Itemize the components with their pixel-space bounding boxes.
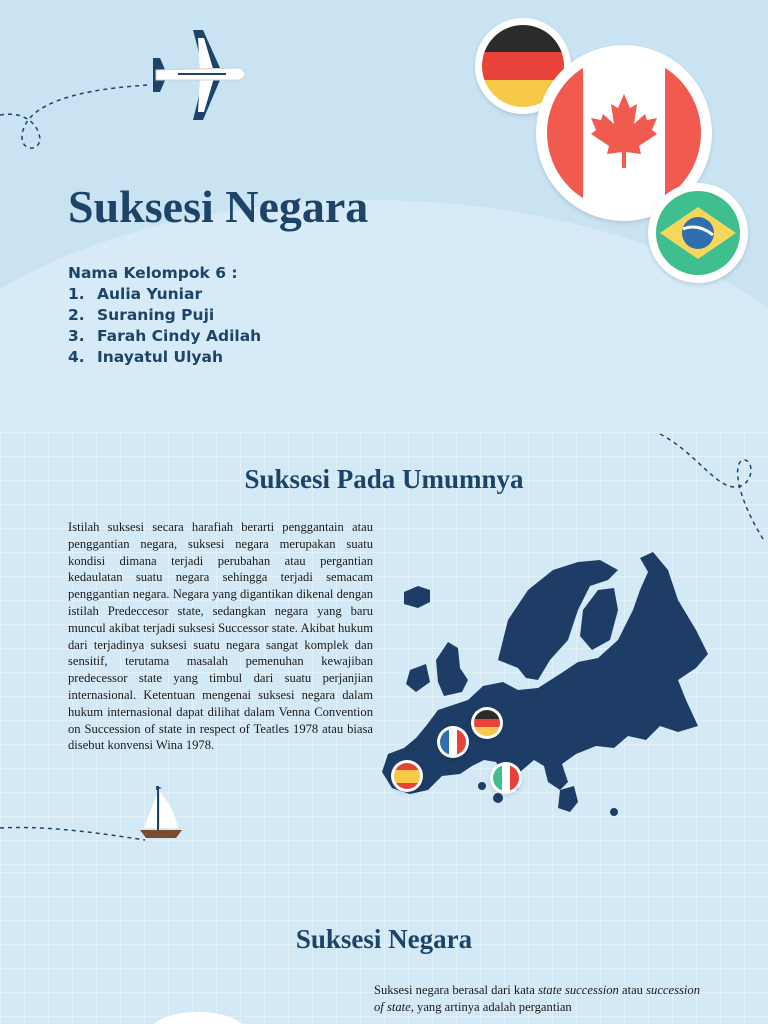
list-item: 3. Farah Cindy Adilah	[68, 327, 262, 345]
body-paragraph: Suksesi negara berasal dari kata state succession atau succession of state, yang artinya adalah pergantian	[374, 983, 700, 1014]
flag-circle-partial	[150, 1012, 246, 1024]
brazil-flag-icon	[648, 183, 748, 283]
list-item: 1. Aulia Yuniar	[68, 285, 203, 303]
title-slide	[0, 0, 768, 432]
section-heading: Suksesi Pada Umumnya	[244, 464, 524, 494]
sailboat-icon	[138, 782, 184, 842]
maple-leaf-icon	[589, 92, 659, 170]
france-flag-icon	[437, 726, 469, 758]
spain-flag-icon	[391, 760, 423, 792]
dashed-path-decoration	[0, 810, 150, 850]
section-heading: Suksesi Negara	[295, 924, 473, 954]
europe-map-icon	[378, 550, 713, 820]
page-title: Suksesi Negara	[68, 181, 369, 232]
italy-flag-icon	[490, 762, 522, 794]
group-members	[68, 263, 261, 368]
group-heading: Nama Kelompok 6 :	[68, 264, 238, 282]
germany-flag-icon	[471, 707, 503, 739]
content-slide-general	[0, 432, 768, 872]
airplane-icon	[148, 28, 253, 123]
members-list	[68, 284, 261, 368]
list-item: 2. Suraning Puji	[68, 306, 215, 324]
body-paragraph: Istilah suksesi secara harafiah berarti penggantain atau penggantian negara, suksesi negara merupakan suatu kondisi dimana terjadi perubahan atau pergantian kedaulatan suatu negara sehingga terjadi semacam penggantian negara. Negara yang digantikan dikenal dengan istilah Predeccesor state, sedangkan negara yang baru muncul akibat terjadi suksesi Successor state. Akibat hukum dari terjadinya suksesi suatu negara sangat komplek dan sensitif, terutama masalah pemenuhan kewajiban predecessor state yang timbul dari suatu perjanjian internasional. Ketentuan mengenai suksesi negara dalam hukum internasional dapat dilihat dalam Venna Convention on Succession of state in respect of Teatles 1978 atau biasa disebut konvensi Wina 1978.	[68, 520, 373, 753]
content-slide-definition	[0, 872, 768, 1024]
list-item: 4. Inayatul Ulyah	[68, 348, 223, 366]
flight-path-dashed-line	[0, 60, 170, 160]
